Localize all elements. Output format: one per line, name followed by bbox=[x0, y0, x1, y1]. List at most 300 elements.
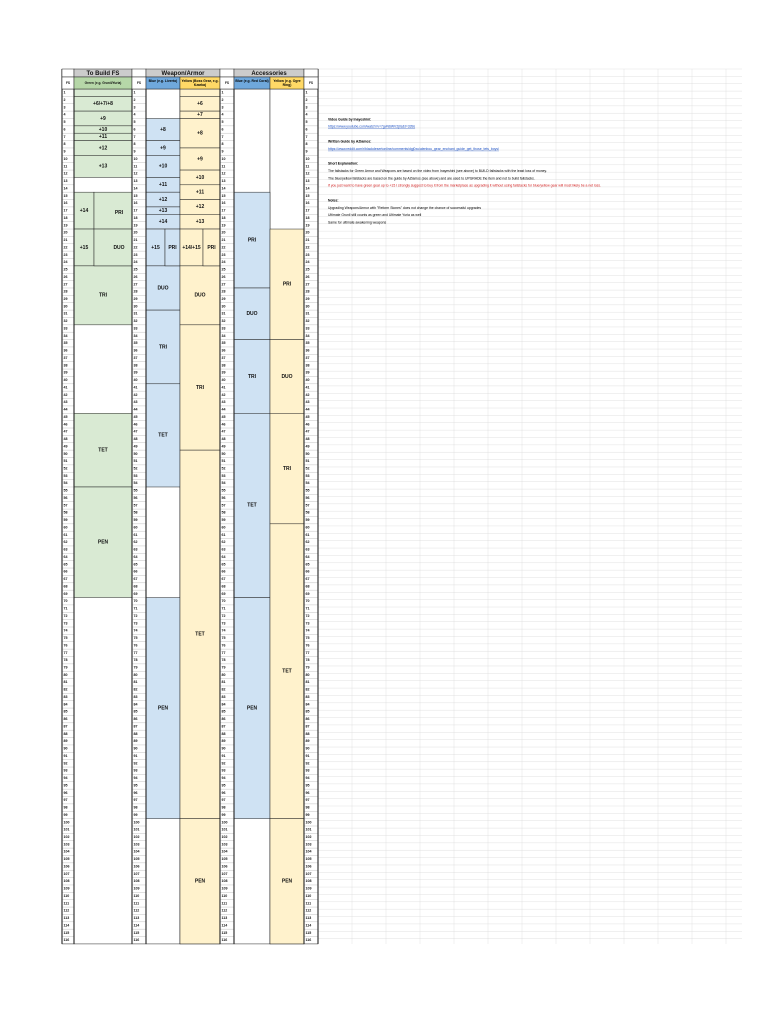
fs-number: 64 bbox=[305, 554, 310, 559]
fs-number: 88 bbox=[133, 731, 138, 736]
fs-number: 99 bbox=[133, 812, 138, 817]
fs-number: 58 bbox=[63, 510, 68, 515]
fs-number: 46 bbox=[305, 422, 310, 427]
fs-number: 56 bbox=[63, 495, 68, 500]
fs-number: 15 bbox=[63, 193, 68, 198]
fs-number: 76 bbox=[133, 643, 138, 648]
fs-number: 7 bbox=[221, 134, 224, 139]
fs-number: 49 bbox=[221, 444, 226, 449]
fs-number: 38 bbox=[63, 363, 68, 368]
fs-number: 27 bbox=[63, 282, 68, 287]
fs-number: 67 bbox=[221, 577, 226, 582]
fs-number: 14 bbox=[63, 186, 68, 191]
fs-number: 85 bbox=[133, 709, 138, 714]
fs-number: 115 bbox=[221, 930, 228, 935]
fs-number: 13 bbox=[133, 179, 138, 184]
fs-number: 30 bbox=[63, 304, 68, 309]
fs-number: 54 bbox=[133, 481, 138, 486]
fs-number: 11 bbox=[305, 164, 310, 169]
yellow-accessory-label: PRI bbox=[282, 281, 292, 288]
fs-number: 31 bbox=[305, 311, 310, 316]
fs-number: 96 bbox=[305, 790, 310, 795]
fs-number: 74 bbox=[221, 628, 226, 633]
fs-number: 75 bbox=[63, 636, 68, 641]
fs-number: 78 bbox=[305, 658, 310, 663]
fs-number: 35 bbox=[133, 341, 138, 346]
yellow-weapon-label: +13 bbox=[195, 218, 205, 225]
fs-number: 41 bbox=[133, 385, 138, 390]
fs-number: 76 bbox=[63, 643, 68, 648]
fs-number: 22 bbox=[63, 245, 68, 250]
fs-number: 32 bbox=[221, 319, 226, 324]
fs-number: 34 bbox=[133, 333, 138, 338]
blue-weapon-label: DUO bbox=[157, 285, 169, 292]
fs-number: 99 bbox=[221, 812, 226, 817]
fs-number: 77 bbox=[133, 650, 138, 655]
subheader-fs-3: FS bbox=[224, 80, 230, 85]
fs-number: 103 bbox=[63, 842, 70, 847]
fs-number: 51 bbox=[63, 459, 68, 464]
note-line: Ultimate Grunil still counts as green and Ultimate Yuria as well bbox=[328, 213, 422, 218]
fs-number: 17 bbox=[305, 208, 310, 213]
fs-number: 2 bbox=[133, 98, 136, 103]
fs-number: 113 bbox=[133, 916, 140, 921]
fs-number: 8 bbox=[133, 142, 136, 147]
note-line: Notes: bbox=[328, 198, 339, 203]
fs-number: 68 bbox=[221, 584, 226, 589]
fs-number: 114 bbox=[63, 923, 70, 928]
fs-number: 115 bbox=[133, 930, 140, 935]
yellow-weapon-label: PEN bbox=[194, 878, 206, 885]
fs-number: 27 bbox=[221, 282, 226, 287]
green-label: +13 bbox=[98, 163, 108, 170]
fs-number: 10 bbox=[63, 156, 68, 161]
fs-number: 44 bbox=[63, 407, 68, 412]
fs-number: 13 bbox=[221, 179, 226, 184]
fs-number: 92 bbox=[305, 761, 310, 766]
fs-number: 19 bbox=[305, 223, 310, 228]
fs-number: 16 bbox=[221, 201, 226, 206]
fs-number: 56 bbox=[133, 495, 138, 500]
fs-number: 41 bbox=[221, 385, 226, 390]
fs-number: 43 bbox=[305, 400, 310, 405]
fs-number: 30 bbox=[221, 304, 226, 309]
fs-number: 52 bbox=[221, 466, 226, 471]
fs-number: 7 bbox=[63, 134, 66, 139]
fs-number: 39 bbox=[133, 370, 138, 375]
fs-number: 65 bbox=[133, 562, 138, 567]
fs-number: 107 bbox=[133, 871, 140, 876]
fs-number: 21 bbox=[133, 238, 138, 243]
fs-number: 103 bbox=[133, 842, 140, 847]
fs-number: 91 bbox=[221, 753, 226, 758]
fs-number: 89 bbox=[63, 739, 68, 744]
fs-number: 70 bbox=[133, 599, 138, 604]
fs-number: 100 bbox=[221, 820, 228, 825]
colored-cell-blocks bbox=[74, 89, 304, 944]
fs-number: 83 bbox=[221, 694, 226, 699]
fs-number: 101 bbox=[305, 827, 312, 832]
fs-number: 71 bbox=[305, 606, 310, 611]
fs-number: 115 bbox=[305, 930, 312, 935]
fs-number: 109 bbox=[305, 886, 312, 891]
fs-number: 79 bbox=[221, 665, 226, 670]
fs-number: 10 bbox=[305, 156, 310, 161]
fs-number: 61 bbox=[63, 532, 68, 537]
green-label: PEN bbox=[97, 539, 109, 546]
fs-number: 26 bbox=[305, 274, 310, 279]
fs-number: 70 bbox=[63, 599, 68, 604]
fs-number: 67 bbox=[133, 577, 138, 582]
green-label: +14 bbox=[79, 207, 89, 214]
fs-number: 8 bbox=[63, 142, 66, 147]
fs-number: 73 bbox=[63, 621, 68, 626]
fs-number: 32 bbox=[133, 319, 138, 324]
fs-number: 64 bbox=[133, 554, 138, 559]
fs-number: 26 bbox=[221, 274, 226, 279]
blue-weapon-label: +14 bbox=[158, 218, 168, 225]
fs-number: 100 bbox=[133, 820, 140, 825]
fs-number: 110 bbox=[133, 893, 140, 898]
fs-number: 45 bbox=[305, 414, 310, 419]
blue-accessory-label: PEN bbox=[246, 705, 258, 712]
yellow-weapon-label: +9 bbox=[197, 156, 203, 163]
fs-number: 73 bbox=[305, 621, 310, 626]
fs-number: 89 bbox=[221, 739, 226, 744]
fs-number: 96 bbox=[221, 790, 226, 795]
fs-number: 105 bbox=[305, 857, 312, 862]
fs-number: 33 bbox=[133, 326, 138, 331]
fs-number: 82 bbox=[305, 687, 310, 692]
fs-number: 34 bbox=[305, 333, 310, 338]
note-line[interactable]: https://www.reddit.com/r/blackdesertonline/comments/dgj0xu/alenbou_gear_enchant_guide_get_those_tets_boys/ bbox=[328, 146, 499, 151]
fs-number: 47 bbox=[221, 429, 226, 434]
blue-weapon-label: +8 bbox=[160, 126, 166, 133]
fs-number: 4 bbox=[305, 112, 308, 117]
fs-number: 78 bbox=[221, 658, 226, 663]
note-line: Same for ultimate awakening weapons bbox=[328, 220, 387, 225]
fs-number: 45 bbox=[221, 414, 226, 419]
fs-number: 84 bbox=[63, 702, 68, 707]
fs-number: 25 bbox=[63, 267, 68, 272]
fs-number: 98 bbox=[221, 805, 226, 810]
green-sub-label: PRI bbox=[114, 209, 124, 216]
green-label: +10 bbox=[98, 126, 108, 133]
fs-number: 3 bbox=[305, 105, 308, 110]
fs-number: 95 bbox=[133, 783, 138, 788]
fs-number: 8 bbox=[305, 142, 308, 147]
fs-number: 72 bbox=[221, 613, 226, 618]
fs-number: 79 bbox=[63, 665, 68, 670]
fs-number: 24 bbox=[221, 260, 226, 265]
fs-number: 104 bbox=[305, 849, 312, 854]
fs-number: 13 bbox=[305, 179, 310, 184]
fs-number: 20 bbox=[305, 230, 310, 235]
fs-number: 12 bbox=[133, 171, 138, 176]
green-label: +6/+7/+8 bbox=[93, 101, 113, 108]
fs-number: 17 bbox=[63, 208, 68, 213]
fs-number: 99 bbox=[63, 812, 68, 817]
fs-number: 72 bbox=[305, 613, 310, 618]
fs-number: 60 bbox=[133, 525, 138, 530]
fs-number: 56 bbox=[305, 495, 310, 500]
fs-number: 81 bbox=[133, 680, 138, 685]
fs-number: 98 bbox=[133, 805, 138, 810]
fs-number: 42 bbox=[133, 392, 138, 397]
yellow-weapon-label: +7 bbox=[197, 112, 203, 119]
note-line: The blue/yellow failstacks are based on the guide by AZlamos (see above) and are used to UPGRADE the item and not to build failstacks. bbox=[328, 176, 535, 181]
fs-number: 29 bbox=[305, 296, 310, 301]
fs-number: 68 bbox=[305, 584, 310, 589]
fs-number: 34 bbox=[221, 333, 226, 338]
fs-number: 10 bbox=[133, 156, 138, 161]
fs-number: 37 bbox=[63, 355, 68, 360]
fs-number: 74 bbox=[305, 628, 310, 633]
fs-number: 64 bbox=[63, 554, 68, 559]
fs-number: 72 bbox=[63, 613, 68, 618]
fs-number: 110 bbox=[63, 893, 70, 898]
fs-number: 111 bbox=[221, 901, 228, 906]
fs-number: 18 bbox=[221, 215, 226, 220]
fs-number: 85 bbox=[305, 709, 310, 714]
fs-number: 6 bbox=[133, 127, 136, 132]
fs-number: 15 bbox=[305, 193, 310, 198]
fs-number: 10 bbox=[221, 156, 226, 161]
fs-number: 15 bbox=[133, 193, 138, 198]
fs-number: 9 bbox=[133, 149, 136, 154]
fs-number: 107 bbox=[305, 871, 312, 876]
fs-number: 90 bbox=[305, 746, 310, 751]
fs-number: 94 bbox=[221, 776, 226, 781]
fs-number: 88 bbox=[221, 731, 226, 736]
fs-number: 114 bbox=[305, 923, 312, 928]
fs-number: 37 bbox=[305, 355, 310, 360]
note-line: Video Guide by Inayeshini: bbox=[328, 117, 372, 122]
yellow-weapon-sub-label: PRI bbox=[207, 244, 216, 251]
fs-number: 80 bbox=[133, 672, 138, 677]
yellow-weapon-label: +10 bbox=[195, 174, 205, 181]
fs-number: 76 bbox=[221, 643, 226, 648]
fs-number: 82 bbox=[221, 687, 226, 692]
fs-number: 83 bbox=[63, 694, 68, 699]
note-line: Written Guide by AZlamos: bbox=[328, 139, 372, 144]
blue-accessory-label: PRI bbox=[247, 237, 257, 244]
fs-number: 101 bbox=[133, 827, 140, 832]
fs-number: 57 bbox=[133, 503, 138, 508]
fs-number: 32 bbox=[63, 319, 68, 324]
fs-number: 86 bbox=[305, 717, 310, 722]
fs-number: 31 bbox=[63, 311, 68, 316]
fs-number: 102 bbox=[221, 835, 228, 840]
fs-number: 69 bbox=[133, 591, 138, 596]
fs-number: 87 bbox=[221, 724, 226, 729]
fs-number: 84 bbox=[305, 702, 310, 707]
fs-number: 108 bbox=[133, 879, 140, 884]
fs-number: 109 bbox=[63, 886, 70, 891]
fs-number: 115 bbox=[63, 930, 70, 935]
fs-number: 112 bbox=[221, 908, 228, 913]
fs-number: 30 bbox=[305, 304, 310, 309]
fs-number: 103 bbox=[305, 842, 312, 847]
fs-number: 116 bbox=[63, 938, 70, 943]
yellow-accessory-label: PEN bbox=[281, 878, 293, 885]
fs-number: 42 bbox=[305, 392, 310, 397]
fs-number: 11 bbox=[133, 164, 138, 169]
yellow-weapon-label: +6 bbox=[197, 101, 203, 108]
fs-number: 96 bbox=[133, 790, 138, 795]
fs-number: 98 bbox=[63, 805, 68, 810]
fs-number: 88 bbox=[305, 731, 310, 736]
fs-number: 14 bbox=[133, 186, 138, 191]
yellow-accessory-label: TRI bbox=[282, 465, 292, 472]
fs-number: 81 bbox=[221, 680, 226, 685]
fs-number: 69 bbox=[305, 591, 310, 596]
fs-number: 75 bbox=[133, 636, 138, 641]
fs-number: 39 bbox=[305, 370, 310, 375]
fs-number: 90 bbox=[133, 746, 138, 751]
fs-number: 52 bbox=[63, 466, 68, 471]
fs-number: 112 bbox=[133, 908, 140, 913]
fs-number: 51 bbox=[133, 459, 138, 464]
fs-number: 102 bbox=[63, 835, 70, 840]
fs-number: 112 bbox=[305, 908, 312, 913]
fs-number: 38 bbox=[305, 363, 310, 368]
fs-number: 31 bbox=[221, 311, 226, 316]
fs-number: 40 bbox=[305, 378, 310, 383]
fs-number: 72 bbox=[133, 613, 138, 618]
fs-number: 52 bbox=[305, 466, 310, 471]
fs-number: 104 bbox=[221, 849, 228, 854]
fs-number: 25 bbox=[305, 267, 310, 272]
fs-number: 99 bbox=[305, 812, 310, 817]
fs-number: 87 bbox=[133, 724, 138, 729]
fs-number: 89 bbox=[133, 739, 138, 744]
fs-number: 58 bbox=[133, 510, 138, 515]
fs-number: 89 bbox=[305, 739, 310, 744]
fs-number: 92 bbox=[63, 761, 68, 766]
fs-number: 54 bbox=[63, 481, 68, 486]
fs-number: 66 bbox=[305, 569, 310, 574]
fs-number: 110 bbox=[221, 893, 228, 898]
fs-number: 53 bbox=[221, 473, 226, 478]
fs-number: 38 bbox=[221, 363, 226, 368]
fs-number: 106 bbox=[133, 864, 140, 869]
fs-number: 34 bbox=[63, 333, 68, 338]
fs-number: 29 bbox=[221, 296, 226, 301]
fs-number: 108 bbox=[63, 879, 70, 884]
fs-number: 111 bbox=[63, 901, 70, 906]
fs-number: 50 bbox=[133, 451, 138, 456]
fs-number: 22 bbox=[221, 245, 226, 250]
fs-number: 57 bbox=[63, 503, 68, 508]
fs-number: 60 bbox=[305, 525, 310, 530]
fs-number: 21 bbox=[305, 238, 310, 243]
fs-number: 25 bbox=[133, 267, 138, 272]
fs-number: 86 bbox=[63, 717, 68, 722]
fs-number: 68 bbox=[63, 584, 68, 589]
fs-number: 2 bbox=[305, 98, 308, 103]
fs-number: 55 bbox=[305, 488, 310, 493]
fs-number: 43 bbox=[133, 400, 138, 405]
fs-number: 104 bbox=[133, 849, 140, 854]
fs-number: 48 bbox=[63, 437, 68, 442]
fs-number: 84 bbox=[221, 702, 226, 707]
fs-number: 1 bbox=[133, 90, 136, 95]
fs-number: 71 bbox=[133, 606, 138, 611]
fs-number: 5 bbox=[305, 120, 308, 125]
fs-number: 40 bbox=[63, 378, 68, 383]
note-line: If you just want to have green gear up to +15 I strongly suggest to buy it from the marketplace as upgrading it without using failstacks for blue/yellow gear will most likely be a net loss. bbox=[328, 183, 601, 188]
fs-number: 55 bbox=[63, 488, 68, 493]
fs-number: 66 bbox=[133, 569, 138, 574]
fs-number: 70 bbox=[221, 599, 226, 604]
fs-number: 36 bbox=[63, 348, 68, 353]
blue-weapon-label: TRI bbox=[158, 344, 168, 351]
green-label: TRI bbox=[98, 292, 108, 299]
fs-number: 42 bbox=[63, 392, 68, 397]
yellow-weapon-label: +11 bbox=[195, 189, 205, 196]
fs-number: 97 bbox=[221, 798, 226, 803]
fs-number: 49 bbox=[133, 444, 138, 449]
fs-number: 36 bbox=[133, 348, 138, 353]
green-sub-label: DUO bbox=[113, 244, 125, 251]
fs-number: 50 bbox=[221, 451, 226, 456]
fs-number: 17 bbox=[221, 208, 226, 213]
fs-number: 68 bbox=[133, 584, 138, 589]
fs-number: 94 bbox=[305, 776, 310, 781]
fs-number: 67 bbox=[63, 577, 68, 582]
fs-number: 65 bbox=[221, 562, 226, 567]
fs-number: 19 bbox=[63, 223, 68, 228]
yellow-weapon-label: TRI bbox=[195, 384, 205, 391]
fs-number: 59 bbox=[221, 518, 226, 523]
fs-number: 63 bbox=[221, 547, 226, 552]
column-headers bbox=[62, 69, 318, 89]
fs-number: 27 bbox=[305, 282, 310, 287]
fs-number: 25 bbox=[221, 267, 226, 272]
fs-number: 42 bbox=[221, 392, 226, 397]
fs-number: 28 bbox=[133, 289, 138, 294]
fs-number: 18 bbox=[305, 215, 310, 220]
fs-number: 77 bbox=[305, 650, 310, 655]
fs-number: 24 bbox=[305, 260, 310, 265]
fs-number: 27 bbox=[133, 282, 138, 287]
fs-number: 64 bbox=[221, 554, 226, 559]
note-line[interactable]: https://www.youtube.com/watch?v=7gvN6WV2j0s&t=339s bbox=[328, 124, 416, 129]
fs-number: 116 bbox=[305, 938, 312, 943]
yellow-weapon-label: TET bbox=[195, 631, 205, 638]
header-weapon-armor: Weapon/Armor bbox=[161, 71, 205, 78]
fs-number: 110 bbox=[305, 893, 312, 898]
fs-number: 93 bbox=[221, 768, 226, 773]
fs-number: 4 bbox=[133, 112, 136, 117]
fs-number: 77 bbox=[63, 650, 68, 655]
fs-number: 74 bbox=[63, 628, 68, 633]
fs-number: 24 bbox=[133, 260, 138, 265]
fs-number: 22 bbox=[133, 245, 138, 250]
fs-number: 8 bbox=[221, 142, 224, 147]
fs-number: 37 bbox=[221, 355, 226, 360]
fs-number: 75 bbox=[221, 636, 226, 641]
fs-number: 84 bbox=[133, 702, 138, 707]
fs-number: 50 bbox=[305, 451, 310, 456]
fs-number: 47 bbox=[305, 429, 310, 434]
fs-number: 74 bbox=[133, 628, 138, 633]
fs-number: 108 bbox=[221, 879, 228, 884]
fs-number: 54 bbox=[305, 481, 310, 486]
blue-weapon-label: +13 bbox=[158, 207, 168, 214]
fs-number: 35 bbox=[305, 341, 310, 346]
